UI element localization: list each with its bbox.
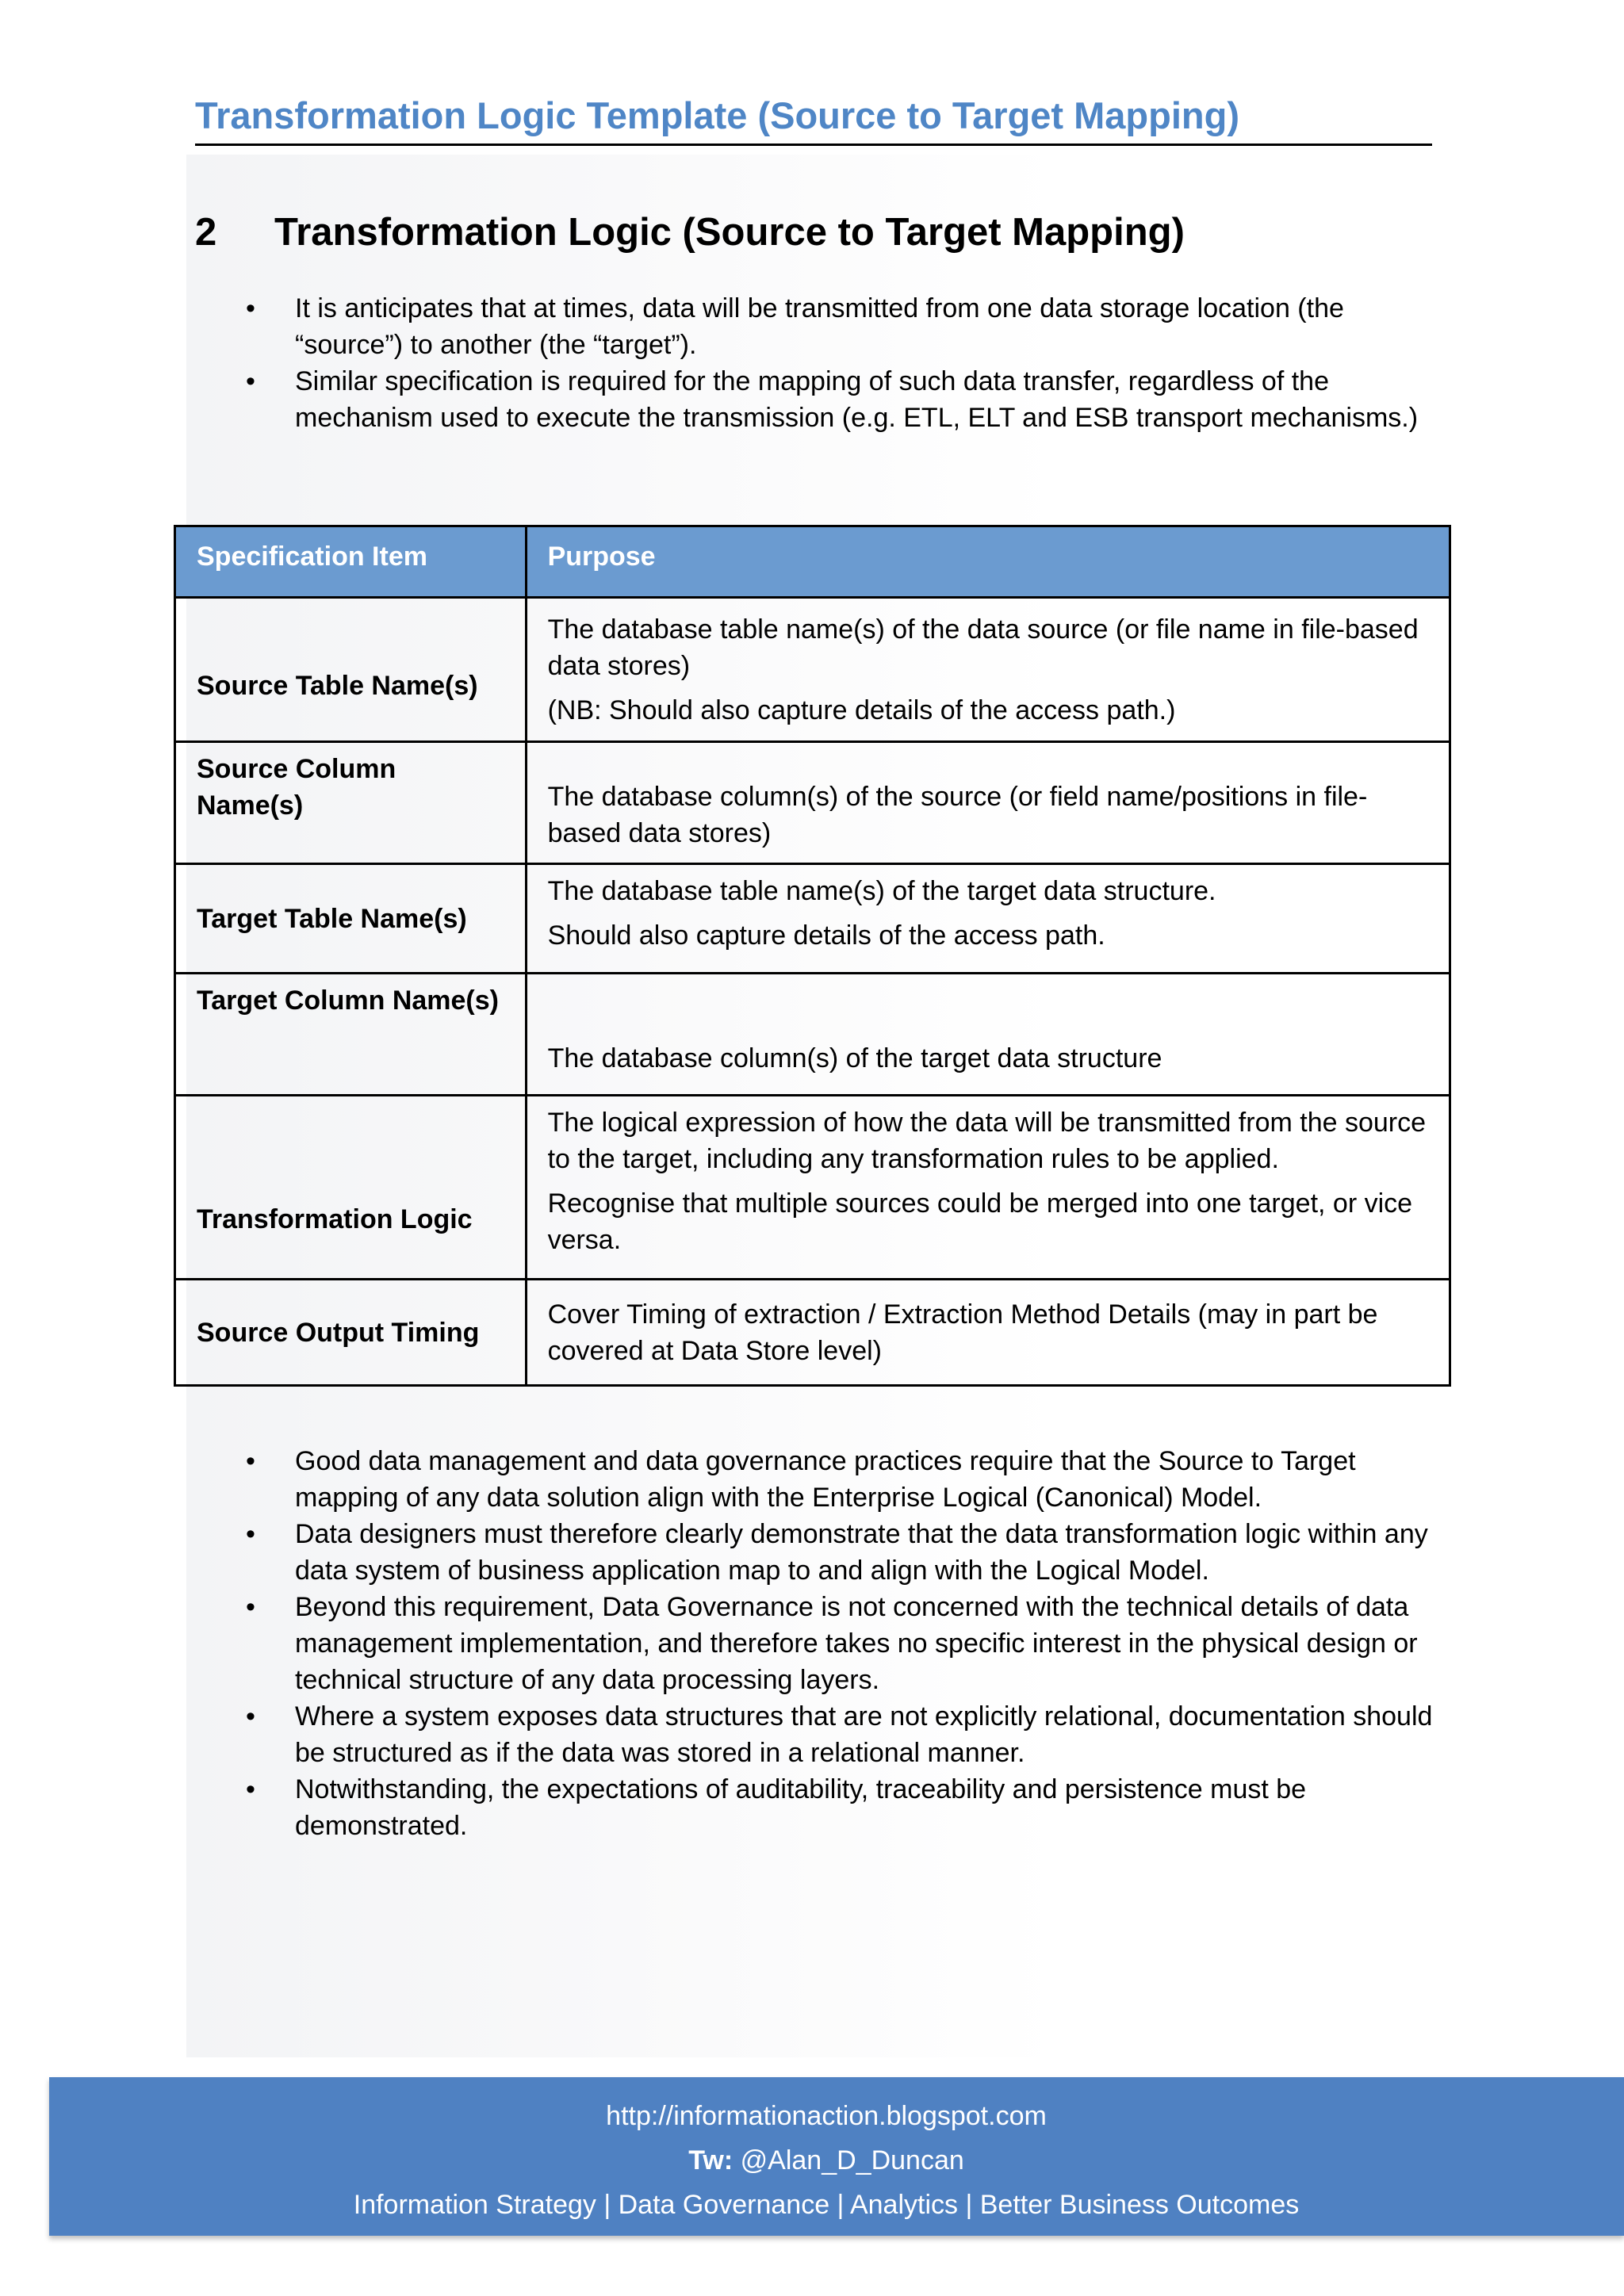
list-item-text: Data designers must therefore clearly demonstrate that the data transformation logic within any data system of business application map to and align with the Logical Model. — [295, 1519, 1428, 1586]
bullet-icon: • — [246, 1774, 255, 1804]
column-header-specification-item: Specification Item — [175, 526, 527, 598]
table-row — [175, 1096, 1450, 1280]
table-row — [175, 1280, 1450, 1386]
purpose-cell — [526, 1096, 1450, 1280]
bullet-icon: • — [246, 366, 255, 396]
page-footer-banner — [49, 2077, 1624, 2236]
spec-item-cell: Source Table Name(s) — [175, 598, 527, 742]
list-item-text: Good data management and data governance practices require that the Source to Target mapping of any data solution align with the Enterprise Logical (Canonical) Model. — [295, 1446, 1356, 1513]
list-item-text: Beyond this requirement, Data Governance is not concerned with the technical details of data management implementation, and therefore takes no specific interest in the physical design or technical structure of any data processing layers. — [295, 1592, 1418, 1695]
table-row — [175, 864, 1450, 974]
table-row — [175, 598, 1450, 742]
purpose-text: The database column(s) of the target data structure — [547, 1043, 1162, 1073]
spec-item-cell: Transformation Logic — [175, 1096, 527, 1280]
table-row — [175, 974, 1450, 1096]
purpose-text: The database column(s) of the source (or field name/positions in file-based data stores) — [547, 781, 1368, 848]
bullet-icon: • — [246, 1701, 255, 1732]
section-number: 2 — [195, 211, 217, 254]
purpose-cell — [526, 1280, 1450, 1386]
purpose-cell — [526, 742, 1450, 864]
list-item — [238, 1589, 1443, 1698]
twitter-handle[interactable]: @Alan_D_Duncan — [740, 2145, 964, 2175]
list-item-text: Where a system exposes data structures that are not explicitly relational, documentation should be structured as if the data was stored in a relational manner. — [295, 1701, 1433, 1768]
purpose-text: Recognise that multiple sources could be merged into one target, or vice versa. — [547, 1188, 1413, 1255]
purpose-text: (NB: Should also capture details of the access path.) — [547, 695, 1176, 725]
purpose-text: The logical expression of how the data will be transmitted from the source to the target, including any transformation rules to be applied. — [547, 1108, 1427, 1174]
list-item — [238, 1443, 1443, 1516]
table-header-row — [175, 526, 1450, 598]
spec-item-cell: Source Output Timing — [175, 1280, 527, 1386]
bullet-icon: • — [246, 293, 255, 323]
purpose-cell — [526, 864, 1450, 974]
purpose-text: Cover Timing of extraction / Extraction Method Details (may in part be covered at Data Store level) — [547, 1299, 1378, 1366]
list-item — [238, 1698, 1443, 1771]
list-item — [238, 1771, 1443, 1844]
list-item — [238, 1516, 1443, 1589]
running-header-title: Transformation Logic Template (Source to Target Mapping) — [195, 94, 1432, 146]
bullet-icon: • — [246, 1519, 255, 1549]
column-header-purpose: Purpose — [526, 526, 1450, 598]
governance-bullet-list — [238, 1443, 1443, 1844]
footer-blog-link[interactable]: http://informationaction.blogspot.com — [606, 2101, 1047, 2131]
spec-item-cell: Target Column Name(s) — [175, 974, 527, 1096]
purpose-text: The database table name(s) of the data source (or file name in file-based data stores) — [547, 614, 1419, 681]
purpose-cell — [526, 598, 1450, 742]
specification-table — [174, 525, 1451, 1387]
table-row — [175, 742, 1450, 864]
footer-tagline: Information Strategy | Data Governance | Analytics | Better Business Outcomes — [353, 2190, 1300, 2220]
intro-bullet-list — [238, 290, 1443, 436]
list-item — [238, 363, 1443, 436]
list-item-text: It is anticipates that at times, data will be transmitted from one data storage location (the “source”) to another (the “target”). — [295, 293, 1344, 360]
list-item-text: Notwithstanding, the expectations of auditability, traceability and persistence must be demonstrated. — [295, 1774, 1307, 1841]
twitter-label: Tw: — [688, 2145, 733, 2175]
list-item — [238, 290, 1443, 363]
footer-twitter — [49, 2145, 1603, 2176]
section-title: Transformation Logic (Source to Target Mapping) — [274, 211, 1185, 254]
bullet-icon: • — [246, 1446, 255, 1476]
section-heading — [195, 210, 1185, 254]
purpose-cell — [526, 974, 1450, 1096]
spec-item-cell: Target Table Name(s) — [175, 864, 527, 974]
list-item-text: Similar specification is required for the mapping of such data transfer, regardless of the mechanism used to execute the transmission (e.g. ETL, ELT and ESB transport mechanisms.) — [295, 366, 1419, 433]
bullet-icon: • — [246, 1592, 255, 1622]
purpose-text: The database table name(s) of the target data structure. — [547, 876, 1216, 906]
purpose-text: Should also capture details of the access path. — [547, 920, 1105, 951]
spec-item-cell: Source Column Name(s) — [175, 742, 527, 864]
